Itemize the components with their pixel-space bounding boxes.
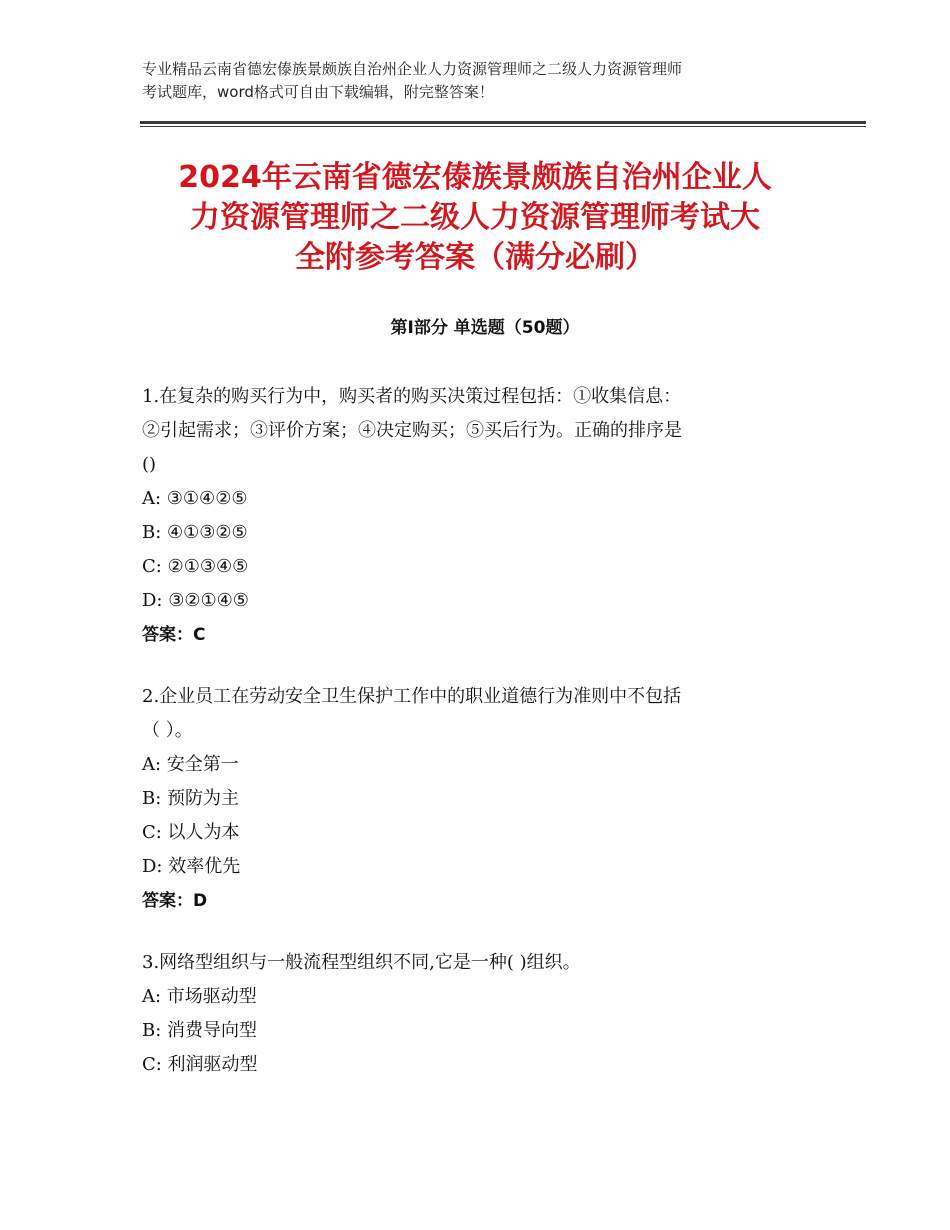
question-stem-line: 2.企业员工在劳动安全卫生保护工作中的职业道德行为准则中不包括 <box>142 686 682 707</box>
option-b: B: 预防为主 <box>142 788 240 809</box>
question-stem-line: ②引起需求；③评价方案；④决定购买；⑤买后行为。正确的排序是 <box>142 420 682 441</box>
option-d: D: 效率优先 <box>142 856 241 877</box>
document-title <box>130 158 820 278</box>
question-3 <box>142 946 822 1082</box>
question-list <box>142 380 822 1110</box>
document-title-line: 2024年云南省德宏傣族景颇族自治州企业人 <box>178 160 772 195</box>
option-c: C: ②①③④⑤ <box>142 556 249 577</box>
option-a: A: ③①④②⑤ <box>142 488 248 509</box>
section-heading: 第Ⅰ部分 单选题（50题） <box>390 318 580 338</box>
header-note-line: 专业精品云南省德宏傣族景颇族自治州企业人力资源管理师之二级人力资源管理师 <box>142 60 683 78</box>
header-divider-thin <box>140 126 866 127</box>
header-note-line: 考试题库，word格式可自由下载编辑，附完整答案！ <box>142 83 494 101</box>
option-c: C: 利润驱动型 <box>142 1054 258 1075</box>
option-c: C: 以人为本 <box>142 822 240 843</box>
answer-line: 答案：D <box>142 891 208 911</box>
header-divider-thick <box>140 121 866 124</box>
question-stem-line: （ ）。 <box>142 720 193 741</box>
header-note <box>142 58 822 104</box>
question-stem-line: 1.在复杂的购买行为中，购买者的购买决策过程包括：①收集信息： <box>142 386 682 407</box>
option-a: A: 市场驱动型 <box>142 986 257 1007</box>
document-title-line: 力资源管理师之二级人力资源管理师考试大 <box>190 200 760 235</box>
question-1 <box>142 380 822 652</box>
option-a: A: 安全第一 <box>142 754 239 775</box>
option-b: B: ④①③②⑤ <box>142 522 248 543</box>
question-2 <box>142 680 822 918</box>
question-stem-line: 3.网络型组织与一般流程型组织不同,它是一种( )组织。 <box>142 952 581 973</box>
answer-line: 答案：C <box>142 625 206 645</box>
option-d: D: ③②①④⑤ <box>142 590 249 611</box>
option-b: B: 消费导向型 <box>142 1020 258 1041</box>
question-stem-line: () <box>142 454 157 475</box>
document-title-line: 全附参考答案（满分必刷） <box>295 240 655 275</box>
